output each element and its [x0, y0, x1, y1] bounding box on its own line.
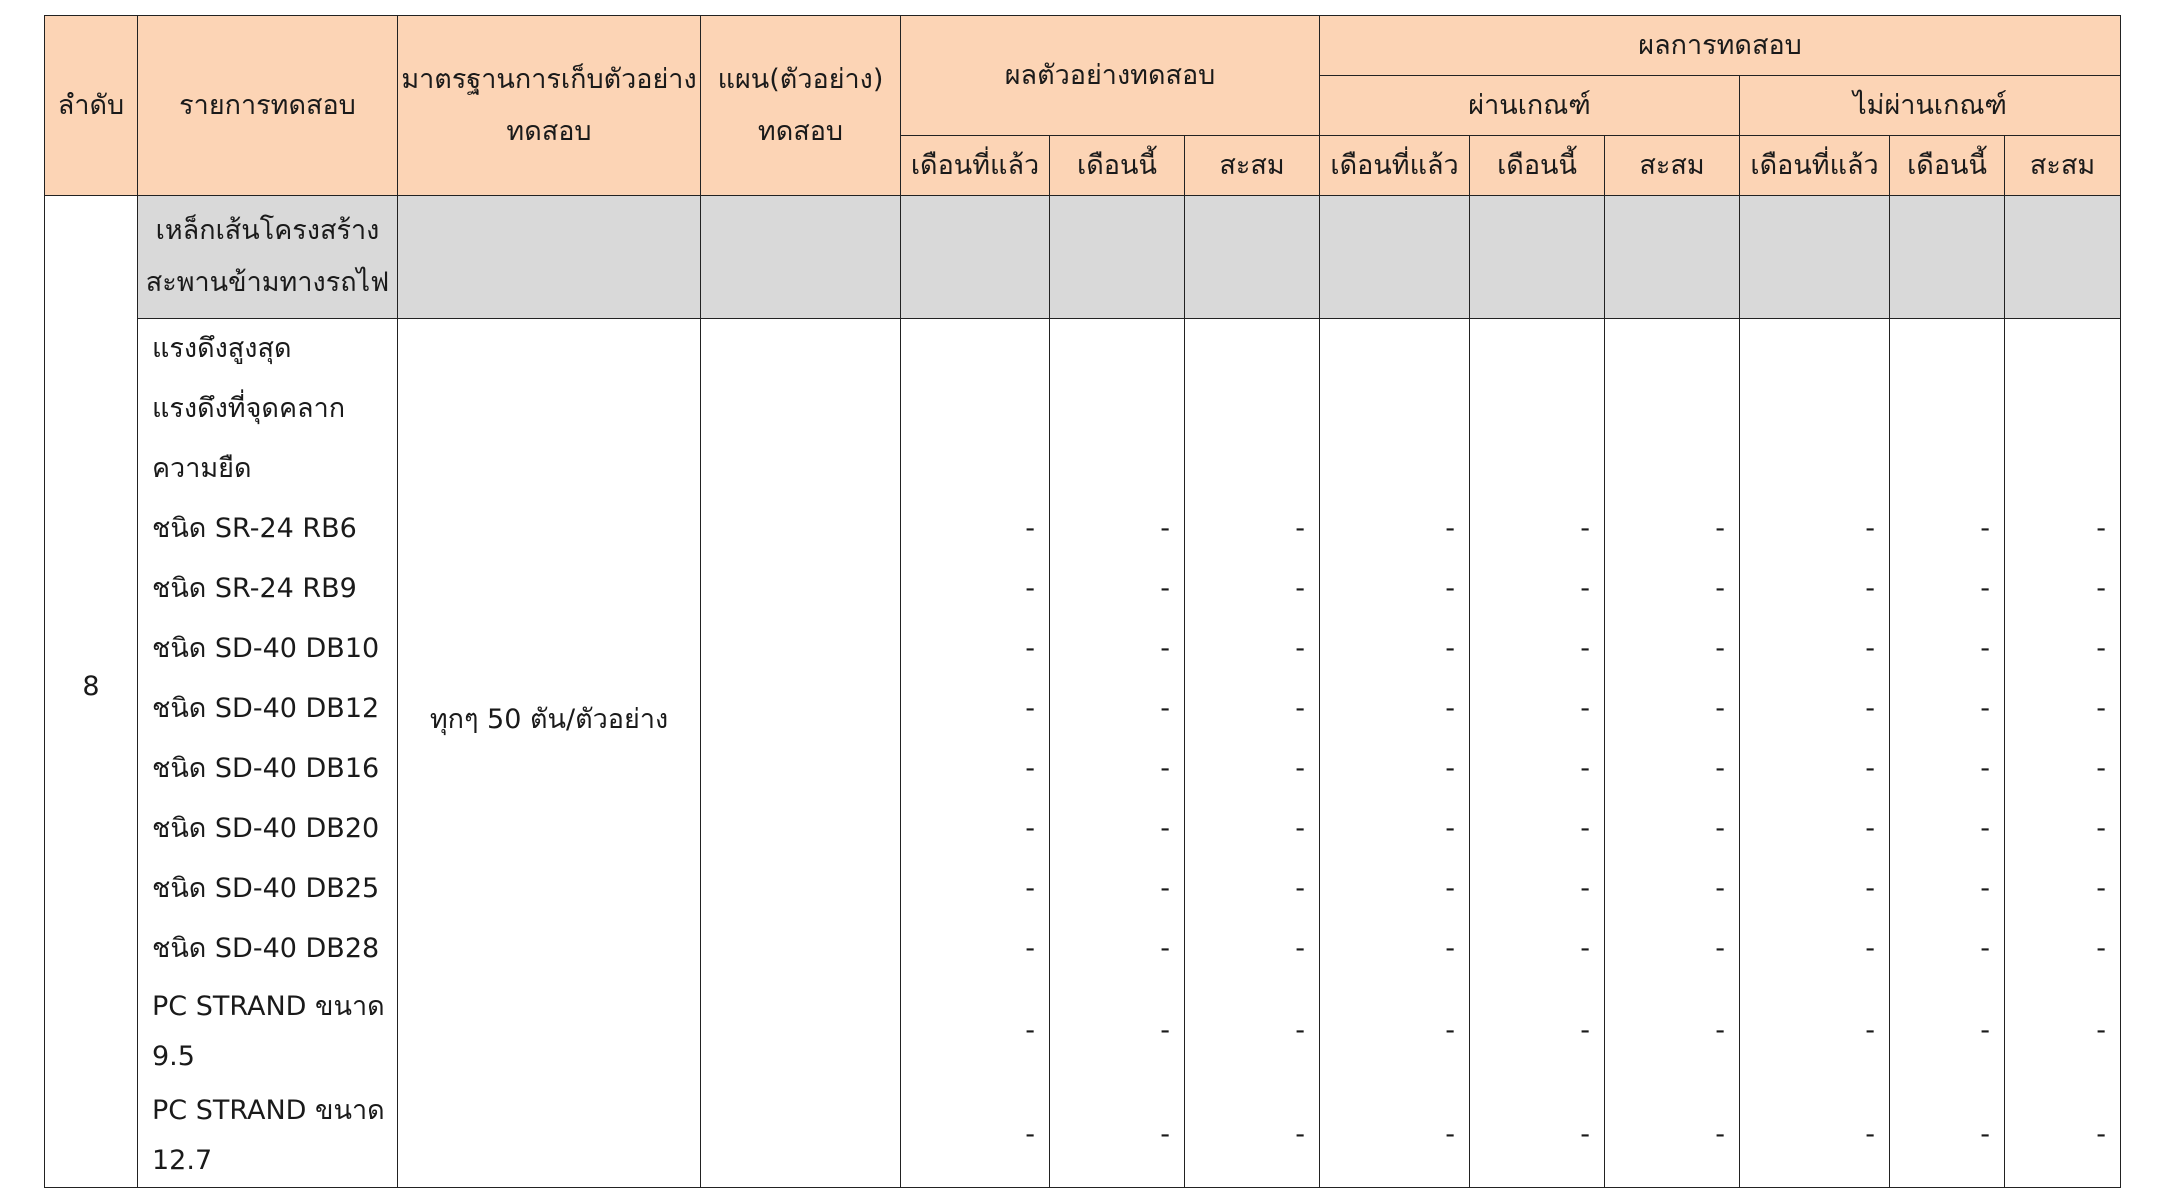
result-value: - [2096, 573, 2107, 604]
value-spacer [901, 379, 1035, 439]
result-value: - [1980, 873, 1991, 904]
header-sample-results: ผลตัวอย่างทดสอบ [901, 16, 1320, 136]
result-value: - [1865, 1015, 1876, 1046]
result-value: - [1715, 813, 1726, 844]
result-value: - [1980, 693, 1991, 724]
result-value: - [1580, 1119, 1591, 1150]
result-value: - [2096, 1119, 2107, 1150]
result-value: - [1580, 513, 1591, 544]
result-value: - [1025, 933, 1035, 964]
group-title: เหล็กเส้นโครงสร้าง สะพานข้ามทางรถไฟ [138, 196, 398, 319]
result-value: - [1580, 873, 1591, 904]
result-value: - [1025, 633, 1035, 664]
fail-cumulative-col [2005, 319, 2121, 1188]
result-value: - [1160, 513, 1170, 544]
result-value: - [1295, 633, 1306, 664]
group-title-blank-8 [1890, 196, 2005, 319]
test-item-label: ชนิด SD-40 DB16 [152, 753, 380, 784]
header-sample-this-month: เดือนนี้ [1050, 136, 1185, 196]
result-value: - [1715, 1119, 1726, 1150]
test-item-label: PC STRAND ขนาด 9.5 [152, 991, 385, 1072]
result-value: - [1025, 873, 1035, 904]
result-value: - [2096, 873, 2107, 904]
group-title-blank-2 [1050, 196, 1185, 319]
result-value: - [1980, 513, 1991, 544]
result-value: - [1865, 1119, 1876, 1150]
result-value: - [2096, 513, 2107, 544]
result-value: - [2096, 933, 2107, 964]
result-value: - [1580, 933, 1591, 964]
test-item-label: ชนิด SD-40 DB25 [152, 873, 380, 904]
result-value: - [1580, 633, 1591, 664]
result-value: - [1445, 1015, 1456, 1046]
group-title-blank-6 [1605, 196, 1740, 319]
result-value: - [1980, 933, 1991, 964]
test-item-list [138, 319, 398, 1188]
value-spacer [1320, 379, 1455, 439]
pass-cumulative-col [1605, 319, 1740, 1188]
value-spacer [1185, 319, 1305, 379]
result-value: - [1580, 813, 1591, 844]
result-value: - [1865, 753, 1876, 784]
result-value: - [1295, 873, 1306, 904]
test-item-label: ชนิด SD-40 DB20 [152, 813, 380, 844]
table-header [45, 16, 2121, 196]
result-value: - [2096, 753, 2107, 784]
header-pass-this-month: เดือนนี้ [1470, 136, 1605, 196]
result-value: - [1025, 1119, 1035, 1150]
fail-last-month-col [1740, 319, 1890, 1188]
plan-cell [701, 319, 901, 1188]
sample-last-month-col [901, 319, 1050, 1188]
value-spacer [1050, 439, 1170, 499]
group-title-row [45, 196, 2121, 319]
value-spacer [1890, 379, 1990, 439]
result-value: - [1715, 693, 1726, 724]
value-spacer [1470, 439, 1590, 499]
result-value: - [1980, 1119, 1991, 1150]
result-value: - [1580, 693, 1591, 724]
result-value: - [1865, 573, 1876, 604]
result-value: - [1980, 1015, 1991, 1046]
group-title-blank-5 [1470, 196, 1605, 319]
result-value: - [2096, 693, 2107, 724]
result-value: - [1715, 933, 1726, 964]
value-spacer [2005, 439, 2106, 499]
result-value: - [1580, 753, 1591, 784]
test-item-label: ชนิด SR-24 RB9 [152, 573, 357, 604]
value-spacer [1470, 379, 1590, 439]
value-spacer [1050, 379, 1170, 439]
result-value: - [1160, 873, 1170, 904]
result-value: - [1025, 753, 1035, 784]
value-spacer [1740, 319, 1875, 379]
result-value: - [1160, 633, 1170, 664]
result-value: - [1715, 573, 1726, 604]
result-value: - [1295, 753, 1306, 784]
value-spacer [1740, 439, 1875, 499]
result-value: - [1295, 813, 1306, 844]
pass-this-month-col [1470, 319, 1605, 1188]
header-sample-cumulative: สะสม [1185, 136, 1320, 196]
value-spacer [901, 439, 1035, 499]
result-value: - [1025, 1015, 1035, 1046]
result-value: - [2096, 813, 2107, 844]
header-item: รายการทดสอบ [138, 16, 398, 196]
value-spacer [901, 319, 1035, 379]
result-value: - [1445, 1119, 1456, 1150]
result-value: - [1445, 573, 1456, 604]
sample-cumulative-col [1185, 319, 1320, 1188]
result-value: - [1980, 573, 1991, 604]
group-seq: 8 [45, 196, 138, 1188]
value-spacer [1185, 379, 1305, 439]
result-value: - [1865, 813, 1876, 844]
group-title-blank-7 [1740, 196, 1890, 319]
result-value: - [1295, 1119, 1306, 1150]
result-value: - [1160, 753, 1170, 784]
value-spacer [1320, 439, 1455, 499]
header-seq: ลำดับ [45, 16, 138, 196]
result-value: - [1445, 933, 1456, 964]
value-spacer [1890, 319, 1990, 379]
result-value: - [1715, 1015, 1726, 1046]
result-value: - [1160, 1015, 1170, 1046]
result-value: - [1295, 1015, 1306, 1046]
value-spacer [1470, 319, 1590, 379]
value-spacer [2005, 379, 2106, 439]
header-fail: ไม่ผ่านเกณฑ์ [1740, 76, 2121, 136]
result-value: - [1295, 573, 1306, 604]
result-value: - [1160, 813, 1170, 844]
value-spacer [1605, 319, 1725, 379]
result-value: - [1025, 573, 1035, 604]
header-fail-cumulative: สะสม [2005, 136, 2121, 196]
test-results-table [44, 15, 2121, 1188]
result-value: - [2096, 1015, 2107, 1046]
result-value: - [1865, 693, 1876, 724]
result-value: - [1715, 753, 1726, 784]
result-value: - [1865, 933, 1876, 964]
result-value: - [1025, 693, 1035, 724]
value-spacer [1890, 439, 1990, 499]
table-body [45, 196, 2121, 1188]
result-value: - [1445, 813, 1456, 844]
header-fail-last-month: เดือนที่แล้ว [1740, 136, 1890, 196]
group-title-standard-blank [398, 196, 701, 319]
result-value: - [1980, 813, 1991, 844]
result-value: - [1295, 933, 1306, 964]
sample-this-month-col [1050, 319, 1185, 1188]
property-label: แรงดึงสูงสุด [152, 333, 292, 364]
header-standard: มาตรฐานการเก็บตัวอย่างทดสอบ [398, 16, 701, 196]
result-value: - [1865, 873, 1876, 904]
fail-this-month-col [1890, 319, 2005, 1188]
property-label: แรงดึงที่จุดคลาก [152, 393, 346, 424]
result-value: - [1715, 513, 1726, 544]
test-item-label: ชนิด SD-40 DB28 [152, 933, 380, 964]
group-detail-row [45, 319, 2121, 1188]
result-value: - [1715, 873, 1726, 904]
result-value: - [1160, 933, 1170, 964]
group-title-blank-1 [901, 196, 1050, 319]
result-value: - [1160, 573, 1170, 604]
result-value: - [1445, 633, 1456, 664]
header-fail-this-month: เดือนนี้ [1890, 136, 2005, 196]
result-value: - [1025, 813, 1035, 844]
header-plan: แผน(ตัวอย่าง) ทดสอบ [701, 16, 901, 196]
value-spacer [1740, 379, 1875, 439]
pass-last-month-col [1320, 319, 1470, 1188]
group-title-blank-4 [1320, 196, 1470, 319]
group-title-blank-9 [2005, 196, 2121, 319]
result-value: - [1160, 693, 1170, 724]
result-value: - [2096, 633, 2107, 664]
result-value: - [1980, 753, 1991, 784]
header-pass: ผ่านเกณฑ์ [1320, 76, 1740, 136]
result-value: - [1445, 753, 1456, 784]
group-title-plan-blank [701, 196, 901, 319]
result-value: - [1445, 873, 1456, 904]
result-value: - [1865, 513, 1876, 544]
result-value: - [1980, 633, 1991, 664]
result-value: - [1025, 513, 1035, 544]
result-value: - [1295, 513, 1306, 544]
value-spacer [1320, 319, 1455, 379]
result-value: - [1445, 513, 1456, 544]
result-value: - [1445, 693, 1456, 724]
result-value: - [1580, 573, 1591, 604]
result-value: - [1715, 633, 1726, 664]
header-pass-cumulative: สะสม [1605, 136, 1740, 196]
result-value: - [1160, 1119, 1170, 1150]
header-test-results: ผลการทดสอบ [1320, 16, 2121, 76]
property-label: ความยืด [152, 453, 252, 484]
test-item-label: ชนิด SD-40 DB10 [152, 633, 380, 664]
header-sample-last-month: เดือนที่แล้ว [901, 136, 1050, 196]
test-item-label: ชนิด SD-40 DB12 [152, 693, 380, 724]
result-value: - [1865, 633, 1876, 664]
result-value: - [1580, 1015, 1591, 1046]
test-item-label: PC STRAND ขนาด 12.7 [152, 1095, 385, 1176]
group-title-blank-3 [1185, 196, 1320, 319]
value-spacer [1605, 439, 1725, 499]
header-pass-last-month: เดือนที่แล้ว [1320, 136, 1470, 196]
value-spacer [1050, 319, 1170, 379]
report-page [44, 15, 2120, 1188]
result-value: - [1295, 693, 1306, 724]
sampling-standard: ทุกๆ 50 ตัน/ตัวอย่าง [398, 319, 701, 1188]
value-spacer [1185, 439, 1305, 499]
value-spacer [1605, 379, 1725, 439]
test-item-label: ชนิด SR-24 RB6 [152, 513, 357, 544]
value-spacer [2005, 319, 2106, 379]
